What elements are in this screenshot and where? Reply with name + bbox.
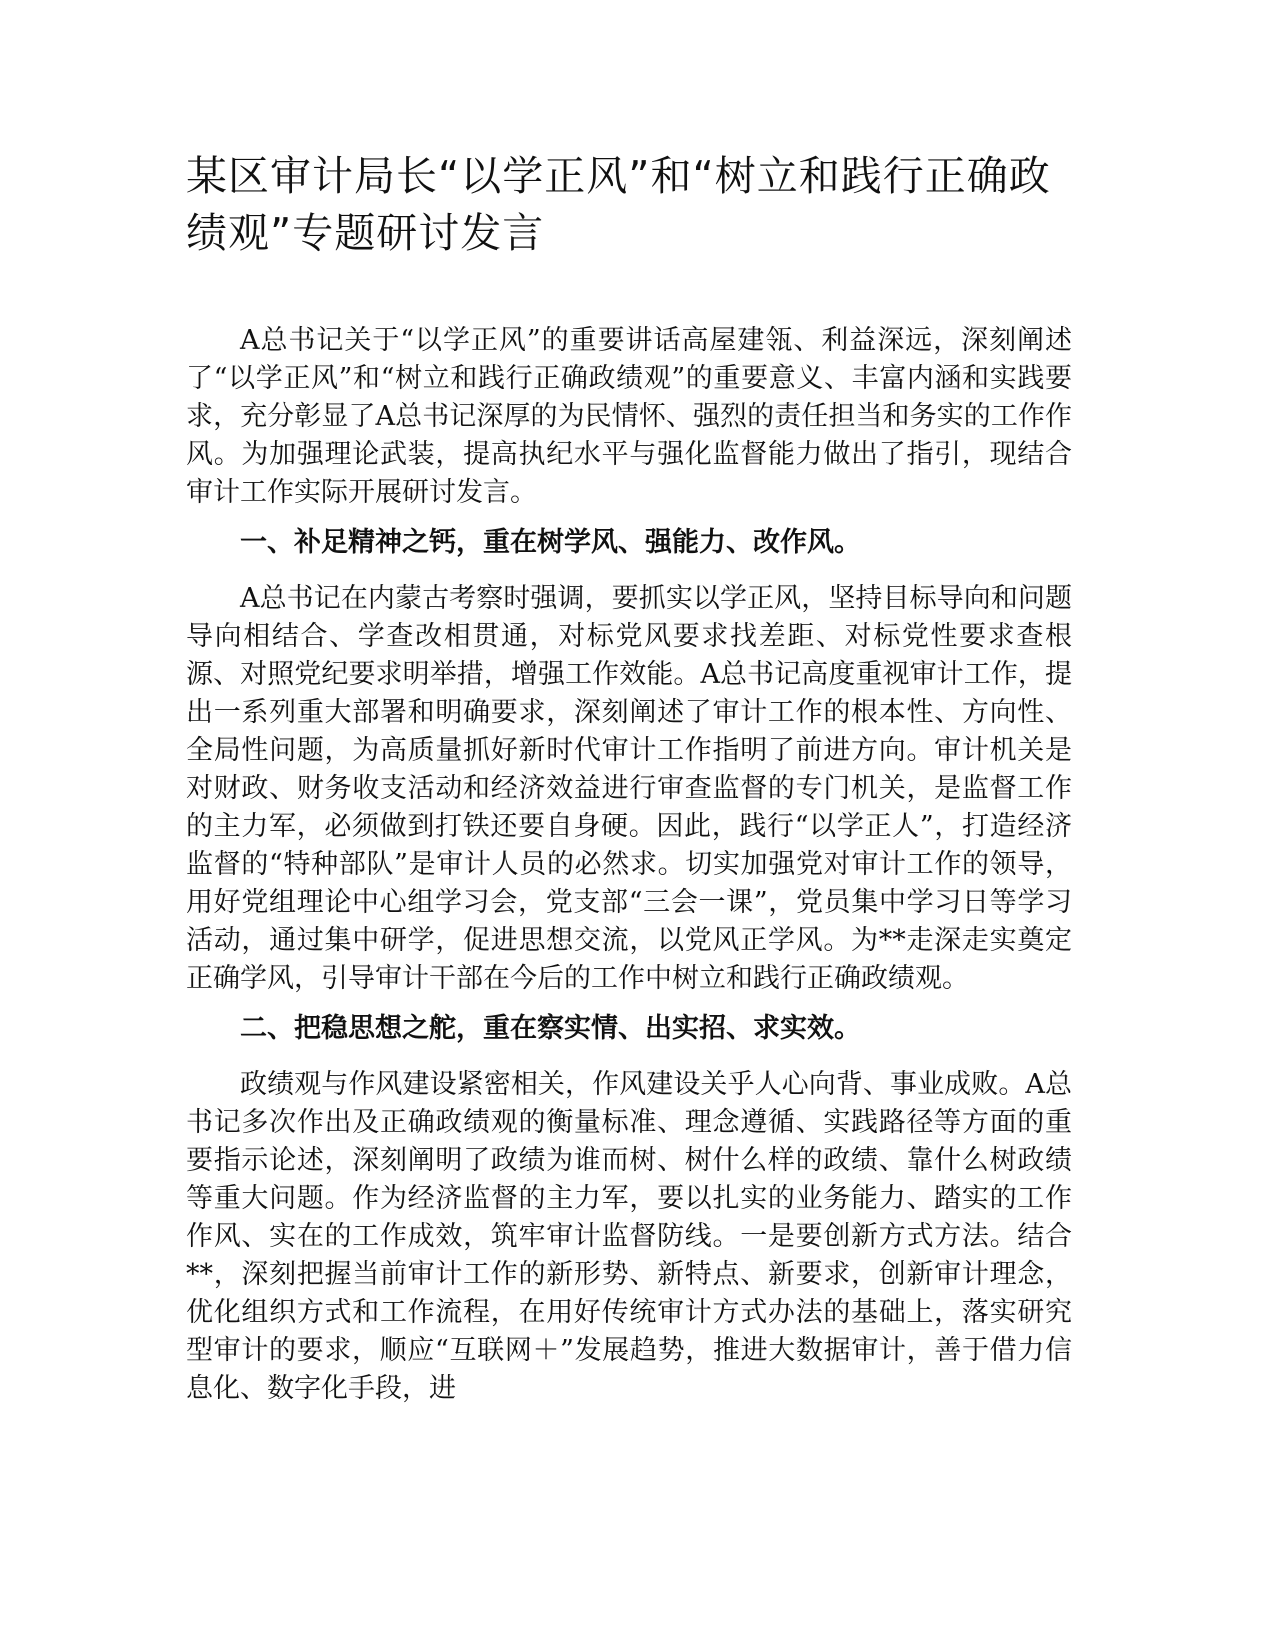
section-2-heading: 二、把稳思想之舵，重在察实情、出实招、求实效。: [240, 1013, 861, 1044]
section-1-heading: 一、补足精神之钙，重在树学风、强能力、改作风。: [240, 527, 861, 558]
section-1-paragraph: A总书记在内蒙古考察时强调，要抓实以学正风，坚持目标导向和问题导向相结合、学查改相贯通，对标党风要求找差距、对标党性要求查根源、对照党纪要求明举措，增强工作效能。A总书记高度重视审计工作，提出一系列重大部署和明确要求，深刻阐述了审计工作的根本性、方向性、全局性问题，为高质量抓好新时代审计工作指明了前进方向。审计机关是对财政、财务收支活动和经济效益进行审查监督的专门机关，是监督工作的主力军，必须做到打铁还要自身硬。因此，践行“以学正人”，打造经济监督的“特种部队”是审计人员的必然求。切实加强党对审计工作的领导，用好党组理论中心组学习会，党支部“三会一课”，党员集中学习日等学习活动，通过集中研学，促进思想交流，以党风正学风。为**走深走实奠定正确学风，引导审计干部在今后的工作中树立和践行正确政绩观。: [186, 583, 1072, 994]
document-title: 某区审计局长“以学正风”和“树立和践行正确政绩观”专题研讨发言: [186, 152, 1051, 257]
section-2-paragraph: 政绩观与作风建设紧密相关，作风建设关乎人心向背、事业成败。A总书记多次作出及正确政绩观的衡量标准、理念遵循、实践路径等方面的重要指示论述，深刻阐明了政绩为谁而树、树什么样的政绩、靠什么树政绩等重大问题。作为经济监督的主力军，要以扎实的业务能力、踏实的工作作风、实在的工作成效，筑牢审计监督防线。一是要创新方式方法。结合**，深刻把握当前审计工作的新形势、新特点、新要求，创新审计理念，优化组织方式和工作流程，在用好传统审计方式办法的基础上，落实研究型审计的要求，顺应“互联网＋”发展趋势，推进大数据审计，善于借力信息化、数字化手段，进: [186, 1069, 1072, 1404]
document-body: [186, 322, 1072, 1420]
intro-paragraph: A总书记关于“以学正风”的重要讲话高屋建瓴、利益深远，深刻阐述了“以学正风”和“树立和践行正确政绩观”的重要意义、丰富内涵和实践要求，充分彰显了A总书记深厚的为民情怀、强烈的责任担当和务实的工作作风。为加强理论武装，提高执纪水平与强化监督能力做出了指引，现结合审计工作实际开展研讨发言。: [186, 325, 1072, 508]
